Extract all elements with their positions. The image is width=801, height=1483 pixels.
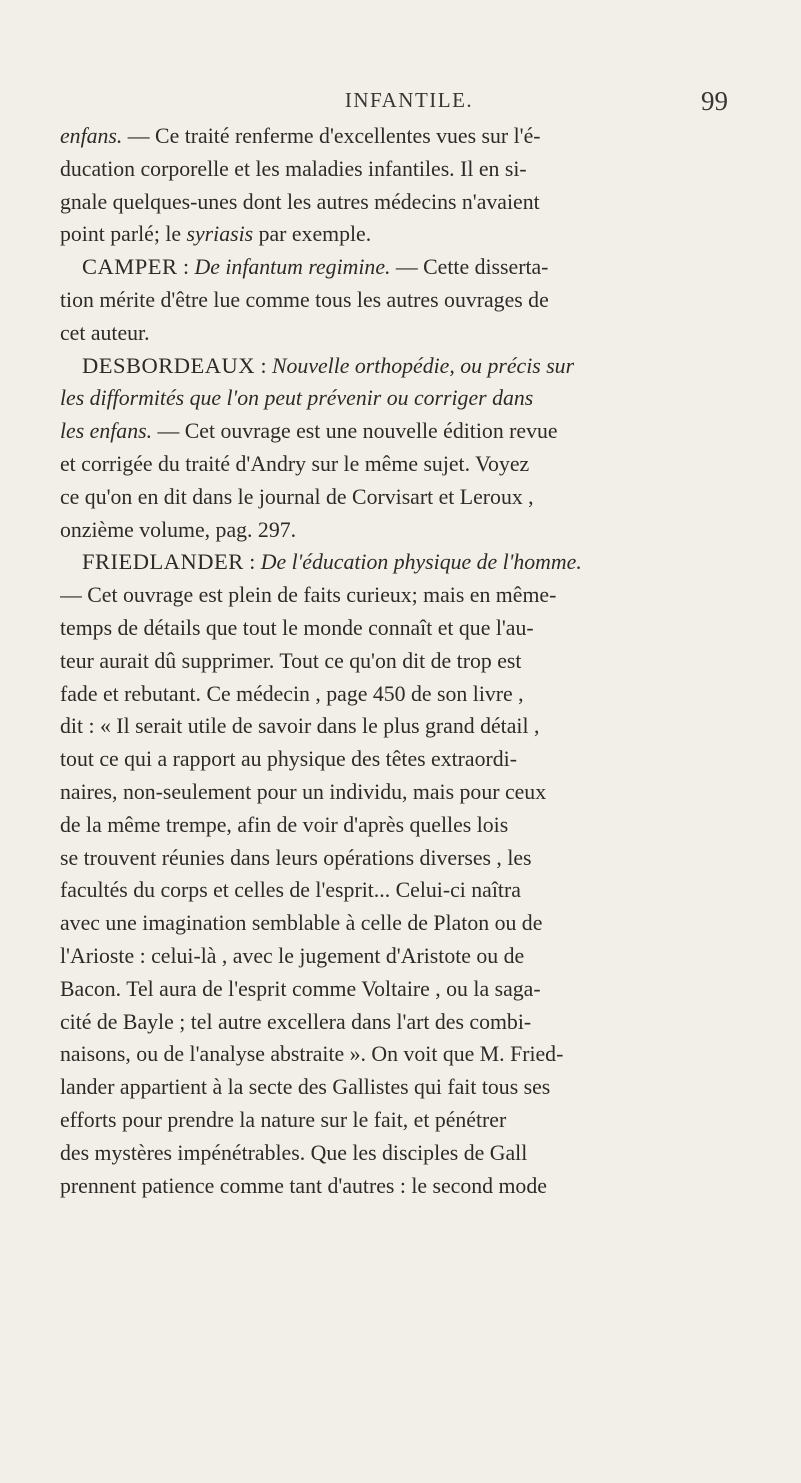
text-run: dit : « Il serait utile de savoir dans le plus grand détail , <box>60 714 540 739</box>
text-line <box>60 842 758 875</box>
text-line <box>60 612 758 645</box>
text-run: Bacon. Tel aura de l'esprit comme Voltaire , ou la saga- <box>60 976 541 1001</box>
italic-title: les difformités que l'on peut prévenir ou corriger dans <box>60 386 534 411</box>
text-run: de la même trempe, afin de voir d'après quelles lois <box>60 812 509 837</box>
text-line <box>60 1170 758 1203</box>
italic-title: De l'éducation physique de l'homme. <box>260 550 582 575</box>
text-line <box>60 579 758 612</box>
text-run: avec une imagination semblable à celle de Platon ou de <box>60 911 543 936</box>
text-run: cet auteur. <box>60 320 150 345</box>
text-line <box>60 776 758 809</box>
text-run: l'Arioste : celui-là , avec le jugement d'Aristote ou de <box>60 943 525 968</box>
text-line <box>60 1071 758 1104</box>
text-line <box>60 481 758 514</box>
text-run: tion mérite d'être lue comme tous les autres ouvrages de <box>60 287 549 312</box>
text-run: prennent patience comme tant d'autres : le second mode <box>60 1173 547 1198</box>
text-run: onzième volume, pag. 297. <box>60 517 297 542</box>
text-run: cité de Bayle ; tel autre excellera dans l'art des combi- <box>60 1009 532 1034</box>
text-line <box>60 1006 758 1039</box>
text-line <box>60 1137 758 1170</box>
text-run: gnale quelques-unes dont les autres médecins n'avaient <box>60 189 540 214</box>
text-line <box>60 678 758 711</box>
italic-title: les enfans. <box>60 419 153 444</box>
text-line <box>60 940 758 973</box>
text-run: naisons, ou de l'analyse abstraite ». On voit que M. Fried- <box>60 1042 564 1067</box>
text-run: fade et rebutant. Ce médecin , page 450 de son livre , <box>60 681 524 706</box>
text-line <box>60 907 758 940</box>
text-line <box>60 251 758 284</box>
text-run: temps de détails que tout le monde connaît et que l'au- <box>60 615 534 640</box>
text-run: : <box>255 353 272 378</box>
text-run: : <box>177 255 195 280</box>
book-page <box>60 0 758 1483</box>
text-line <box>60 317 758 350</box>
text-line <box>60 546 758 579</box>
text-line <box>60 1104 758 1137</box>
text-line <box>60 809 758 842</box>
text-run: lander appartient à la secte des Gallistes qui fait tous ses <box>60 1075 551 1100</box>
text-line <box>60 120 758 153</box>
author-name: DESBORDEAUX <box>82 352 256 378</box>
text-run: teur aurait dû supprimer. Tout ce qu'on dit de trop est <box>60 648 522 673</box>
text-run: : <box>243 550 261 575</box>
text-line <box>60 186 758 219</box>
author-name: CAMPER <box>82 254 178 280</box>
text-line <box>60 1038 758 1071</box>
text-line <box>60 415 758 448</box>
text-line <box>60 710 758 743</box>
text-line <box>60 284 758 317</box>
text-line <box>60 448 758 481</box>
text-line <box>60 645 758 678</box>
italic-title: syriasis <box>186 222 254 247</box>
text-run: — Cette disserta- <box>390 255 549 280</box>
italic-title: Nouvelle orthopédie, ou précis sur <box>271 353 575 378</box>
text-run: et corrigée du traité d'Andry sur le même sujet. Voyez <box>60 451 530 476</box>
text-line <box>60 514 758 547</box>
text-line <box>60 153 758 186</box>
italic-title: enfans. <box>60 124 123 148</box>
text-run: — Cet ouvrage est une nouvelle édition revue <box>152 419 558 444</box>
text-run: efforts pour prendre la nature sur le fait, et pénétrer <box>60 1107 507 1132</box>
page-body <box>60 120 758 1202</box>
text-run: des mystères impénétrables. Que les disciples de Gall <box>60 1140 528 1165</box>
text-run: ducation corporelle et les maladies infantiles. Il en si- <box>60 156 527 181</box>
text-line <box>60 973 758 1006</box>
text-run: naires, non-seulement pour un individu, mais pour ceux <box>60 779 547 804</box>
page-number: 99 <box>701 86 728 116</box>
author-name: FRIEDLANDER <box>82 549 244 575</box>
running-head <box>60 86 758 120</box>
text-line <box>60 743 758 776</box>
text-run: facultés du corps et celles de l'esprit... Celui-ci naîtra <box>60 878 521 903</box>
text-run: ce qu'on en dit dans le journal de Corvisart et Leroux , <box>60 484 534 509</box>
text-run: se trouvent réunies dans leurs opérations diverses , les <box>60 845 532 870</box>
text-run: tout ce qui a rapport au physique des têtes extraordi- <box>60 747 517 772</box>
text-line <box>60 350 758 383</box>
text-line <box>60 382 758 415</box>
text-run: — Ce traité renferme d'excellentes vues sur l'é- <box>122 124 541 148</box>
running-title: INFANTILE. <box>344 88 474 112</box>
italic-title: De infantum regimine. <box>194 255 391 280</box>
text-run: point parlé; le <box>60 222 187 247</box>
text-line <box>60 874 758 907</box>
text-run: — Cet ouvrage est plein de faits curieux; mais en même- <box>60 583 557 608</box>
text-line <box>60 218 758 251</box>
text-run: par exemple. <box>253 222 372 247</box>
